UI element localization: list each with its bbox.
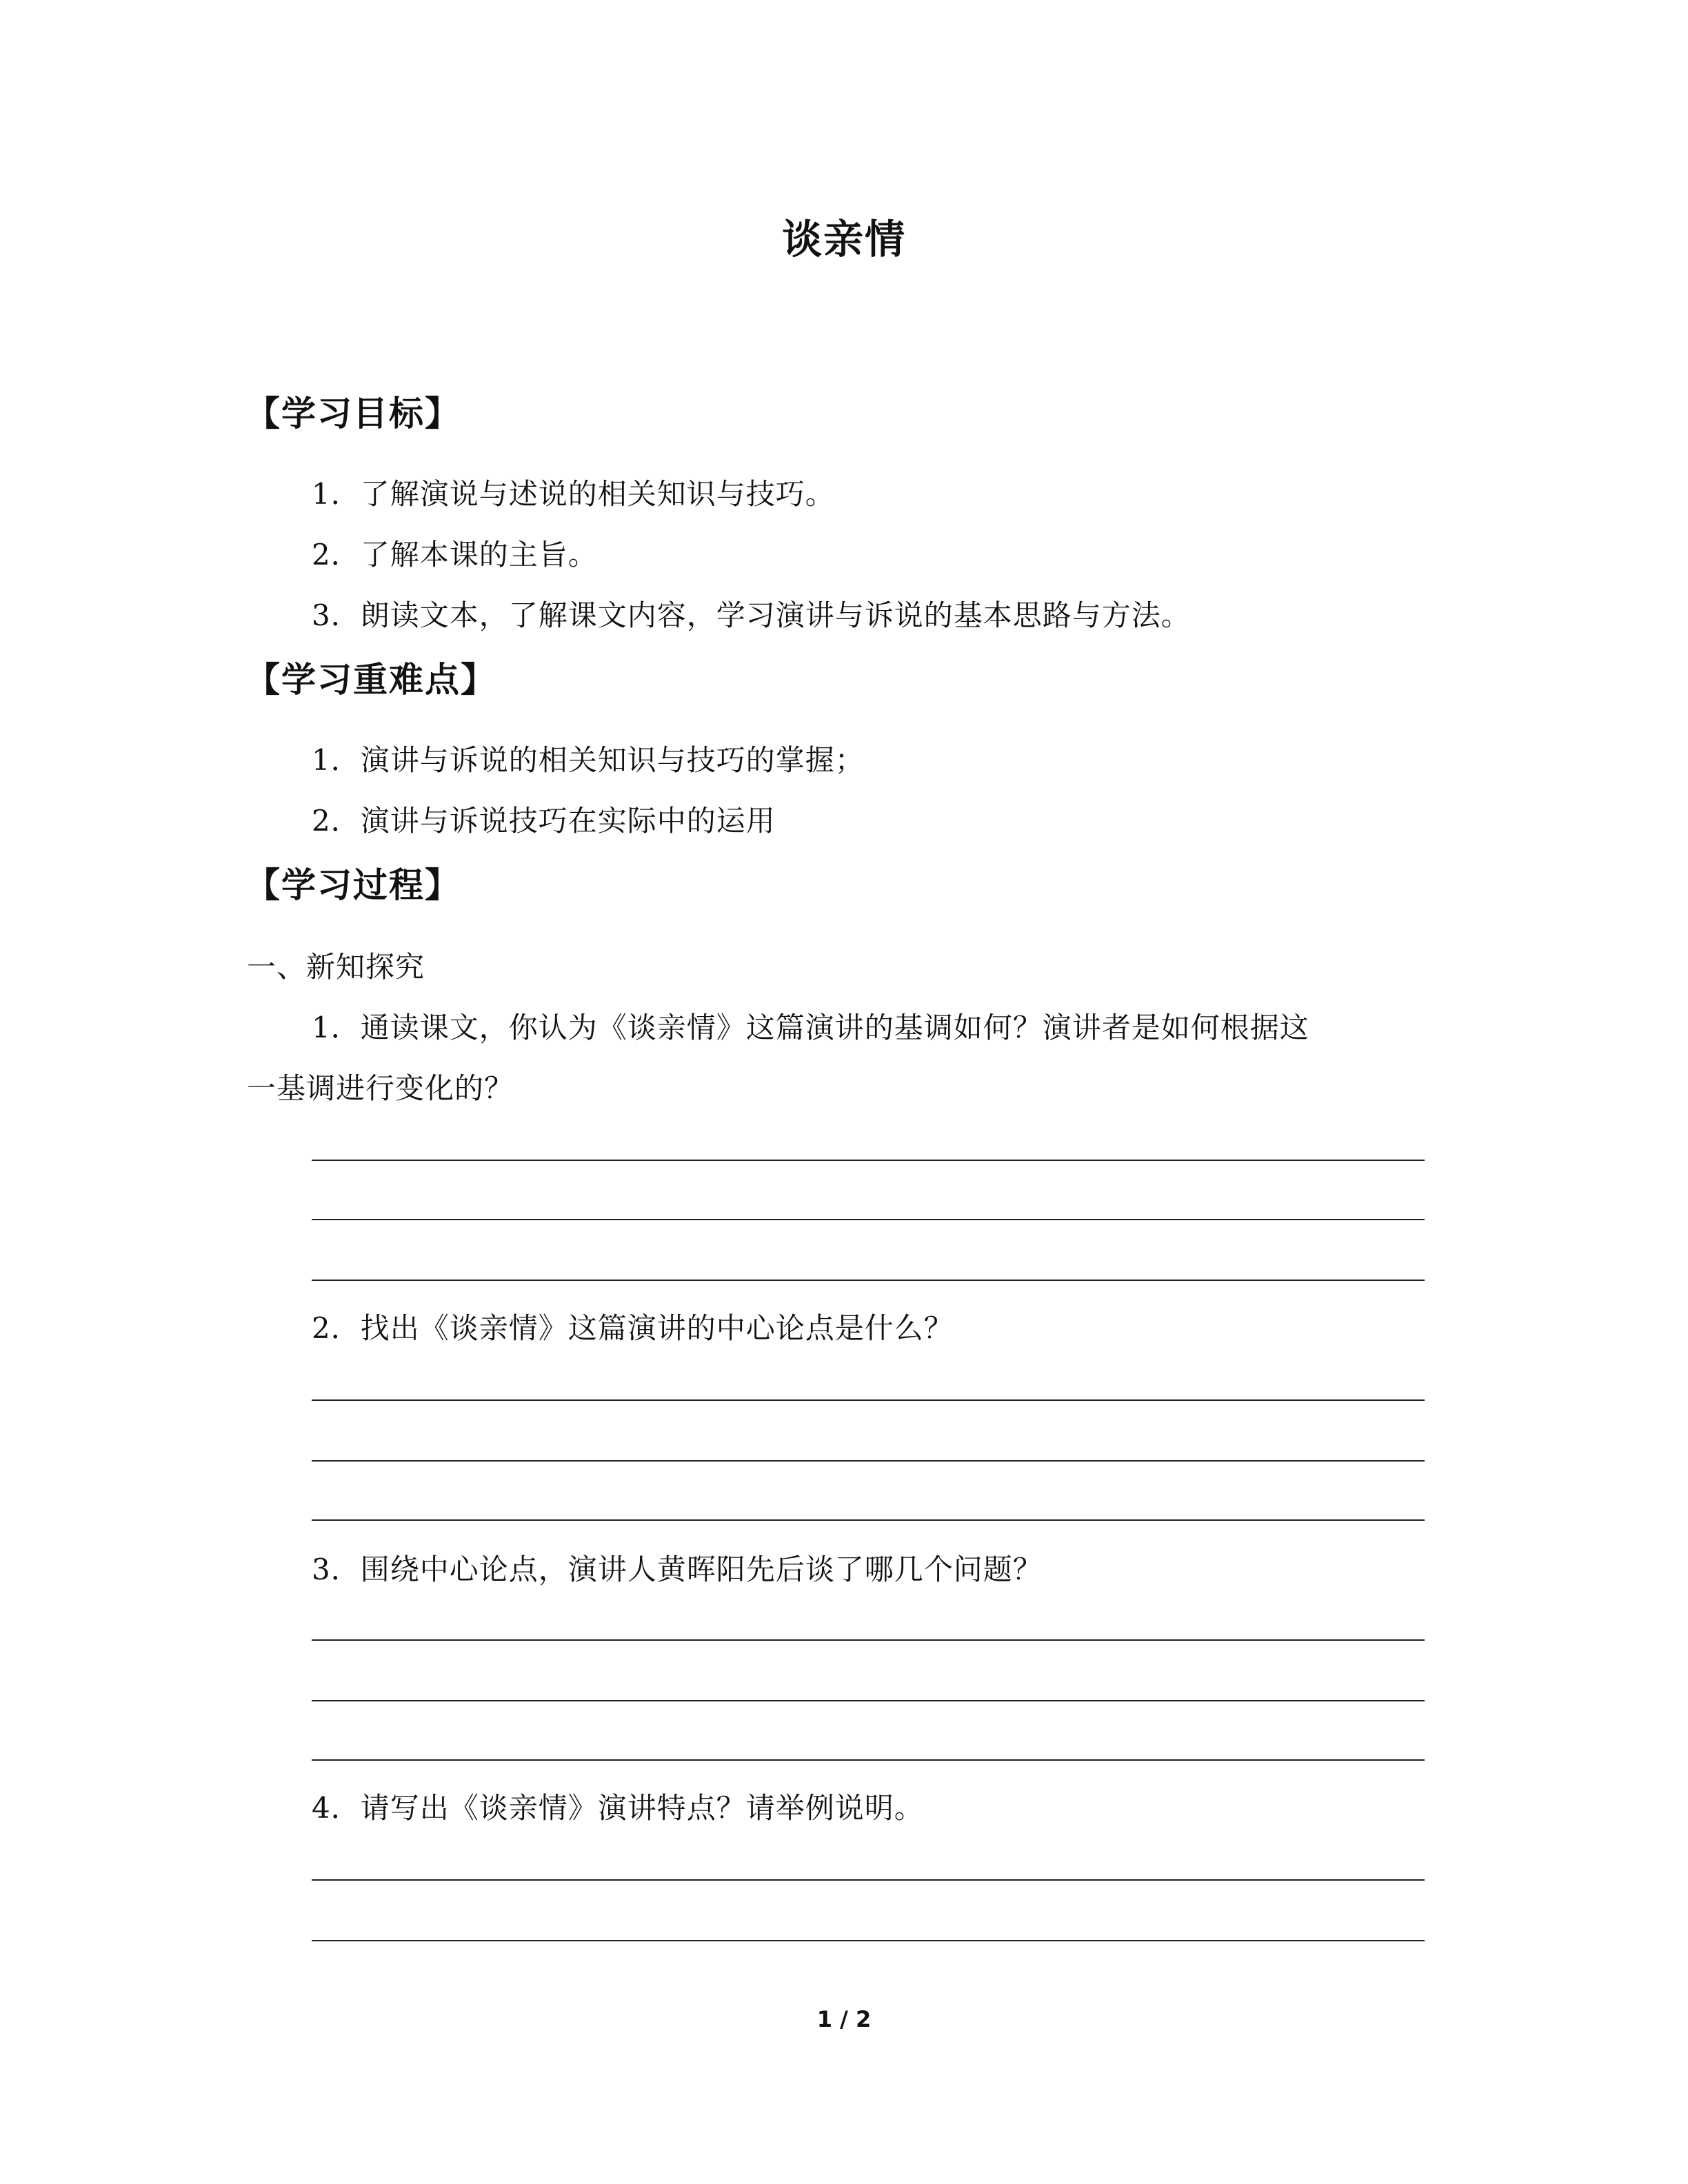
answer-line[interactable] bbox=[312, 1700, 1425, 1701]
answer-line[interactable] bbox=[312, 1160, 1425, 1161]
answer-line[interactable] bbox=[312, 1940, 1425, 1941]
question-4: 4．请写出《谈亲情》演讲特点？请举例说明。 bbox=[312, 1791, 924, 1825]
question-1-line-2: 一基调进行变化的？ bbox=[247, 1071, 514, 1105]
process-subheading: 一、新知探究 bbox=[247, 950, 425, 984]
answer-line[interactable] bbox=[312, 1399, 1425, 1401]
objective-item: 1．了解演说与述说的相关知识与技巧。 bbox=[312, 477, 835, 511]
key-points-heading: 【学习重难点】 bbox=[245, 660, 496, 700]
question-3: 3．围绕中心论点，演讲人黄晖阳先后谈了哪几个问题？ bbox=[312, 1553, 1043, 1586]
answer-line[interactable] bbox=[312, 1519, 1425, 1521]
document-title: 谈亲情 bbox=[781, 216, 906, 263]
question-1-line-1: 1．通读课文，你认为《谈亲情》这篇演讲的基调如何？演讲者是如何根据这 bbox=[312, 1011, 1309, 1044]
answer-line[interactable] bbox=[312, 1879, 1425, 1881]
answer-line[interactable] bbox=[312, 1219, 1425, 1220]
answer-line[interactable] bbox=[312, 1280, 1425, 1281]
objective-item: 2．了解本课的主旨。 bbox=[312, 538, 598, 572]
answer-line[interactable] bbox=[312, 1759, 1425, 1761]
objective-item: 3．朗读文本，了解课文内容，学习演讲与诉说的基本思路与方法。 bbox=[312, 598, 1191, 632]
key-point-item: 1．演讲与诉说的相关知识与技巧的掌握； bbox=[312, 743, 865, 777]
page-indicator: 1 / 2 bbox=[816, 2006, 872, 2032]
objectives-heading: 【学习目标】 bbox=[245, 394, 461, 434]
answer-line[interactable] bbox=[312, 1460, 1425, 1462]
key-point-item: 2．演讲与诉说技巧在实际中的运用 bbox=[312, 804, 776, 838]
question-2: 2．找出《谈亲情》这篇演讲的中心论点是什么？ bbox=[312, 1311, 954, 1345]
process-heading: 【学习过程】 bbox=[245, 865, 461, 905]
answer-line[interactable] bbox=[312, 1639, 1425, 1641]
